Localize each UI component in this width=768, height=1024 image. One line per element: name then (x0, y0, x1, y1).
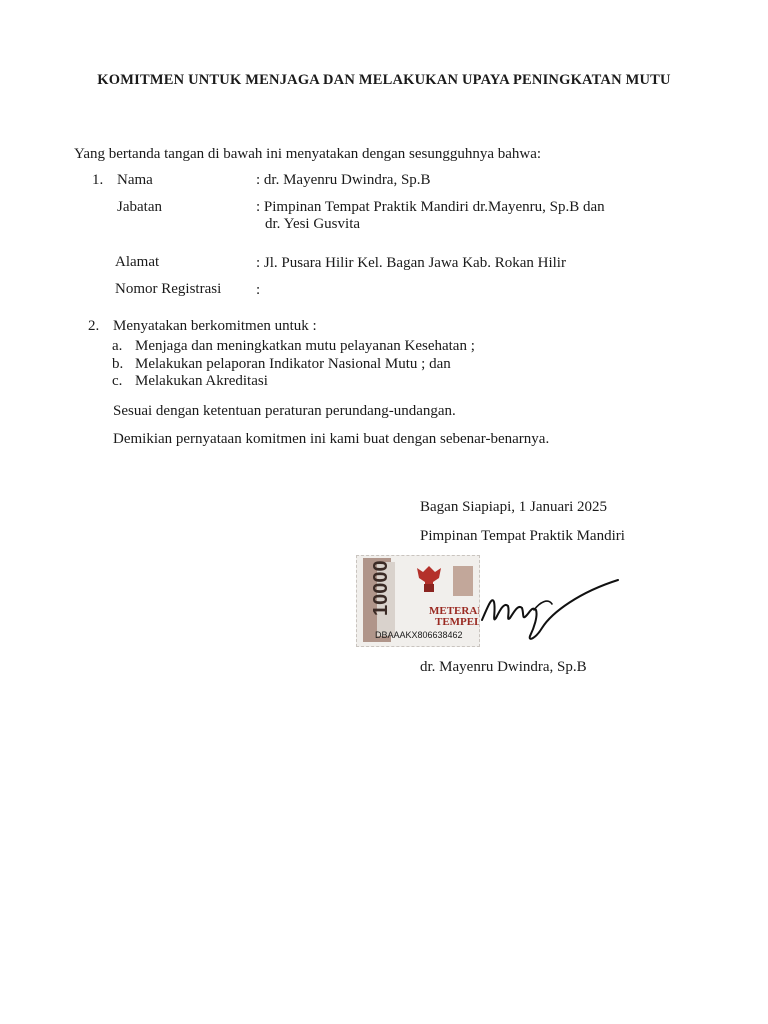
field-value-nama: : dr. Mayenru Dwindra, Sp.B (256, 172, 431, 188)
field-label-alamat: Alamat (115, 254, 160, 270)
closing-text-1: Sesuai dengan ketentuan peraturan perundang-undangan. (113, 403, 456, 419)
field-value-nomor-registrasi: : (256, 282, 261, 298)
garuda-icon (417, 566, 441, 592)
subitem-a-text: Menjaga dan meningkatkan mutu pelayanan Kesehatan ; (135, 338, 475, 354)
subitem-b-letter: b. (112, 356, 124, 372)
item1-number: 1. (92, 172, 104, 188)
stamp-label-1: METERAI (429, 605, 479, 617)
field-label-nama: Nama (117, 172, 153, 188)
field-value-alamat: : Jl. Pusara Hilir Kel. Bagan Jawa Kab. Rokan Hilir (256, 255, 566, 271)
item2-text: Menyatakan berkomitmen untuk : (113, 318, 317, 334)
place-date: Bagan Siapiapi, 1 Januari 2025 (420, 499, 608, 515)
intro-text: Yang bertanda tangan di bawah ini menyatakan dengan sesungguhnya bahwa: (74, 146, 542, 162)
item2-number: 2. (88, 318, 100, 334)
subitem-a-letter: a. (112, 338, 123, 354)
stamp-value: 10000 (370, 560, 392, 616)
closing-text-2: Demikian pernyataan komitmen ini kami buat dengan sebenar-benarnya. (113, 431, 550, 447)
document-title: KOMITMEN UNTUK MENJAGA DAN MELAKUKAN UPAYA PENINGKATAN MUTU (97, 72, 671, 88)
signer-name: dr. Mayenru Dwindra, Sp.B (420, 659, 587, 675)
field-label-jabatan: Jabatan (117, 199, 162, 215)
subitem-b-text: Melakukan pelaporan Indikator Nasional Mutu ; dan (135, 356, 451, 372)
subitem-c-letter: c. (112, 373, 123, 389)
meterai-stamp (356, 555, 480, 647)
field-label-nomor-registrasi: Nomor Registrasi (115, 281, 222, 297)
stamp-label-2: TEMPEL (435, 616, 479, 628)
signer-position: Pimpinan Tempat Praktik Mandiri (420, 528, 625, 544)
handwritten-signature (470, 572, 622, 644)
stamp-serial: DBAAAKX806638462 (375, 630, 463, 640)
meterai-stamp-graphic (357, 556, 479, 646)
subitem-c-text: Melakukan Akreditasi (135, 373, 268, 389)
field-value-jabatan-line2: dr. Yesi Gusvita (265, 216, 361, 232)
field-value-jabatan: : Pimpinan Tempat Praktik Mandiri dr.Mayenru, Sp.B dan (256, 199, 605, 215)
